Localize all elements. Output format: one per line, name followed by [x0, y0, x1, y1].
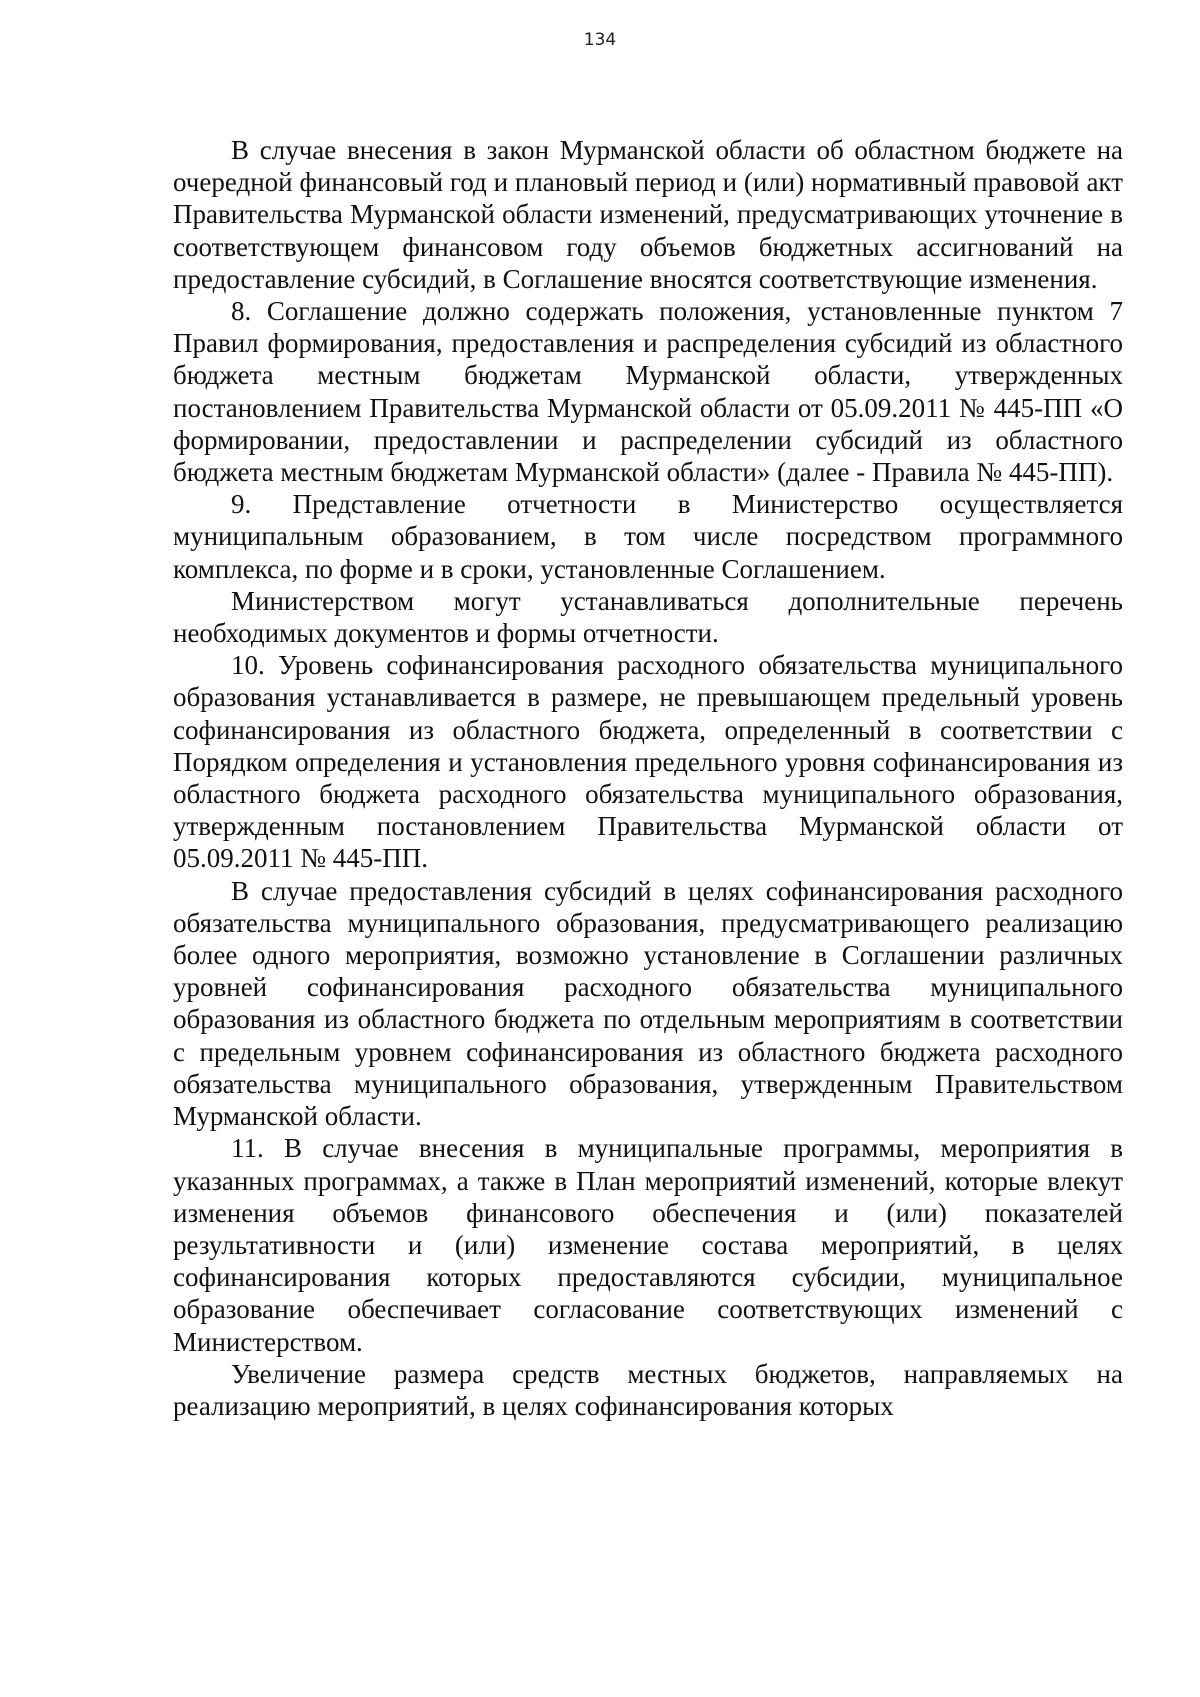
paragraph-budget-law-changes: В случае внесения в закон Мурманской области об областном бюджете на очередной финансовый год и плановый период и (или) нормативный правовой акт Правительства Мурманской области изменений, предусматривающих уточнение в соответствующем финансовом году объемов бюджетных ассигнований на предоставление субсидий, в Соглашение вносятся соответствующие изменения. [173, 135, 1123, 294]
document-body [173, 134, 1123, 1422]
paragraph-item-8: 8. Соглашение должно содержать положения, установленные пунктом 7 Правил формирования, предоставления и распределения субсидий из областного бюджета местным бюджетам Мурманской области, утвержденных постановлением Правительства Мурманской области от 05.09.2011 № 445-ПП «О формировании, предоставлении и распределении субсидий из областного бюджета местным бюджетам Мурманской области» (далее - Правила № 445-ПП). [173, 296, 1123, 488]
paragraph-local-budget-increase: Увеличение размера средств местных бюджетов, направляемых на реализацию мероприятий, в целях софинансирования которых [173, 1358, 1123, 1421]
paragraph-cofinancing-levels: В случае предоставления субсидий в целях софинансирования расходного обязательства муниципального образования, предусматривающего реализацию более одного мероприятия, возможно установление в Соглашении различных уровней софинансирования расходного обязательства муниципального образования из областного бюджета по отдельным мероприятиям в соответствии с предельным уровнем софинансирования из областного бюджета расходного обязательства муниципального образования, утвержденным Правительством Мурманской области. [173, 875, 1123, 1132]
paragraph-item-9: 9. Представление отчетности в Министерство осуществляется муниципальным образованием, в том числе посредством программного комплекса, по форме и в сроки, установленные Соглашением. [173, 489, 1123, 584]
paragraph-item-11: 11. В случае внесения в муниципальные программы, мероприятия в указанных программах, а также в План мероприятий изменений, которые влекут изменения объемов финансового обеспечения и (или) показателей результативности и (или) изменение состава мероприятий, в целях софинансирования которых предоставляются субсидии, муниципальное образование обеспечивает согласование соответствующих изменений с Министерством. [173, 1133, 1123, 1357]
paragraph-ministry-documents: Министерством могут устанавливаться дополнительные перечень необходимых документов и формы отчетности. [173, 585, 1123, 649]
page-number: 134 [583, 30, 617, 50]
paragraph-item-10: 10. Уровень софинансирования расходного обязательства муниципального образования устанавливается в размере, не превышающем предельный уровень софинансирования из областного бюджета, определенный в соответствии с Порядком определения и установления предельного уровня софинансирования из областного бюджета расходного обязательства муниципального образования, утвержденным постановлением Правительства Мурманской области от 05.09.2011 № 445-ПП. [173, 650, 1123, 874]
